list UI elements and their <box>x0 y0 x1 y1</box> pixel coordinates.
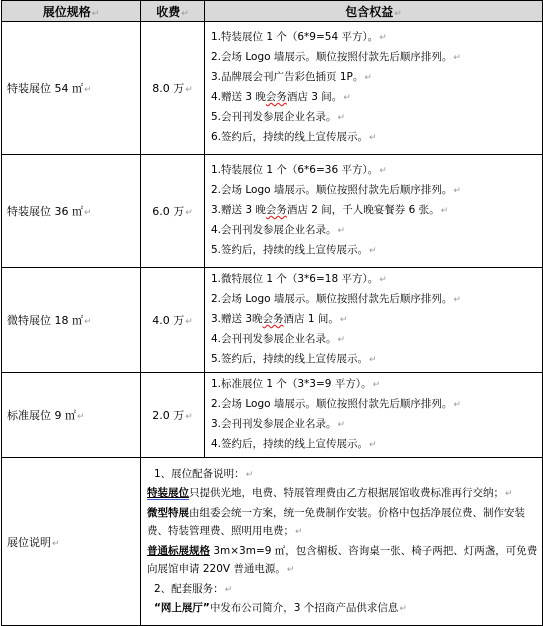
benefit-item: 5.会刊刊发参展企业名录。↵ <box>211 111 346 123</box>
booth-spec-cell: 标准展位 9 ㎡↵ <box>2 373 141 458</box>
benefit-item: 4.赠送 3 晚会务酒店 3 间。↵ <box>211 91 351 103</box>
benefit-item: 3.会刊刊发参展企业名录。↵ <box>211 418 346 430</box>
benefit-item: 3.赠送 3晚会务酒店 1 间。↵ <box>211 313 348 325</box>
table-row <box>2 155 543 268</box>
header-benefits: 包含权益↵ <box>205 1 543 22</box>
header-fee: 收费↵ <box>141 1 205 22</box>
benefit-item: 2.会场 Logo 墙展示。顺位按照付款先后顺序排列。↵ <box>211 184 461 196</box>
booth-spec-cell: 微特展位 18 ㎡↵ <box>2 268 141 373</box>
benefit-item: 4.签约后，持续的线上宣传展示。↵ <box>211 438 377 450</box>
booth-pricing-table <box>1 0 543 626</box>
benefit-item: 5.签约后，持续的线上宣传展示。↵ <box>211 353 377 365</box>
spellcheck-underline: 会务 <box>265 91 287 103</box>
notes-mini-booth: 微型特展由组委会统一方案，统一免费制作安装。价格中包括净展位费、制作安装费、特装管理费、照明用电费；↵ <box>147 506 525 537</box>
booth-benefits-cell <box>205 22 543 155</box>
booth-benefits-cell <box>205 373 543 458</box>
benefit-item: 2.会场 Logo 墙展示。顺位按照付款先后顺序排列。↵ <box>211 51 461 63</box>
notes-content-cell <box>141 458 543 626</box>
booth-spec-cell: 特装展位 36 ㎡↵ <box>2 155 141 268</box>
booth-benefits-cell <box>205 155 543 268</box>
table-row <box>2 373 543 458</box>
booth-spec-cell: 特装展位 54 ㎡↵ <box>2 22 141 155</box>
benefit-item: 4.会刊刊发参展企业名录。↵ <box>211 333 346 345</box>
benefit-item: 2.会场 Logo 墙展示。顺位按照付款先后顺序排列。↵ <box>211 293 461 305</box>
booth-fee-cell: 8.0 万↵ <box>141 22 205 155</box>
table-row <box>2 22 543 155</box>
benefit-item: 6.签约后，持续的线上宣传展示。↵ <box>211 131 377 143</box>
benefit-item: 1.特装展位 1 个（6*9=54 平方）。↵ <box>211 31 387 43</box>
booth-fee-cell: 2.0 万↵ <box>141 373 205 458</box>
benefit-item: 5.签约后，持续的线上宣传展示。↵ <box>211 244 377 256</box>
notes-special-booth: 特装展位只提供光地，电费、特展管理费由乙方根据展馆收费标准再行交纳；↵ <box>147 487 513 499</box>
table-row <box>2 268 543 373</box>
notes-section-2-title: 2、配套服务：↵ <box>154 582 233 595</box>
header-spec: 展位规格↵ <box>2 1 141 22</box>
booth-fee-cell: 4.0 万↵ <box>141 268 205 373</box>
spellcheck-underline: 会务 <box>262 313 284 325</box>
benefit-item: 1.特装展位 1 个（6*6=36 平方）。↵ <box>211 164 387 176</box>
booth-fee-cell: 6.0 万↵ <box>141 155 205 268</box>
benefit-item: 3.品牌展会刊广告彩色插页 1P。↵ <box>211 71 372 83</box>
benefit-item: 3.赠送 3 晚会务酒店 2 间，千人晚宴餐券 6 张。↵ <box>211 204 449 216</box>
benefit-item: 1.标准展位 1 个（3*3=9 平方）。↵ <box>211 378 381 390</box>
benefit-item: 1.微特展位 1 个（3*6=18 平方）。↵ <box>211 273 387 285</box>
notes-section-1-title: 1、展位配备说明：↵ <box>154 467 254 480</box>
notes-online-hall: “网上展厅”中发布公司简介，3 个招商产品供求信息↵ <box>154 602 407 614</box>
benefit-item: 2.会场 Logo 墙展示。顺位按照付款先后顺序排列。↵ <box>211 398 461 410</box>
booth-benefits-cell <box>205 268 543 373</box>
notes-standard-booth: 普通标展规格 3m×3m=9 ㎡，包含楣板、咨询桌一张、椅子两把、灯两盏，可免费向展馆申请 220V 普通电源。↵ <box>147 544 538 575</box>
benefit-item: 4.会刊刊发参展企业名录。↵ <box>211 224 346 236</box>
table-header-row <box>2 1 543 22</box>
notes-label-cell: 展位说明↵ <box>2 458 141 626</box>
notes-row <box>2 458 543 626</box>
spellcheck-underline: 会务 <box>265 204 287 216</box>
